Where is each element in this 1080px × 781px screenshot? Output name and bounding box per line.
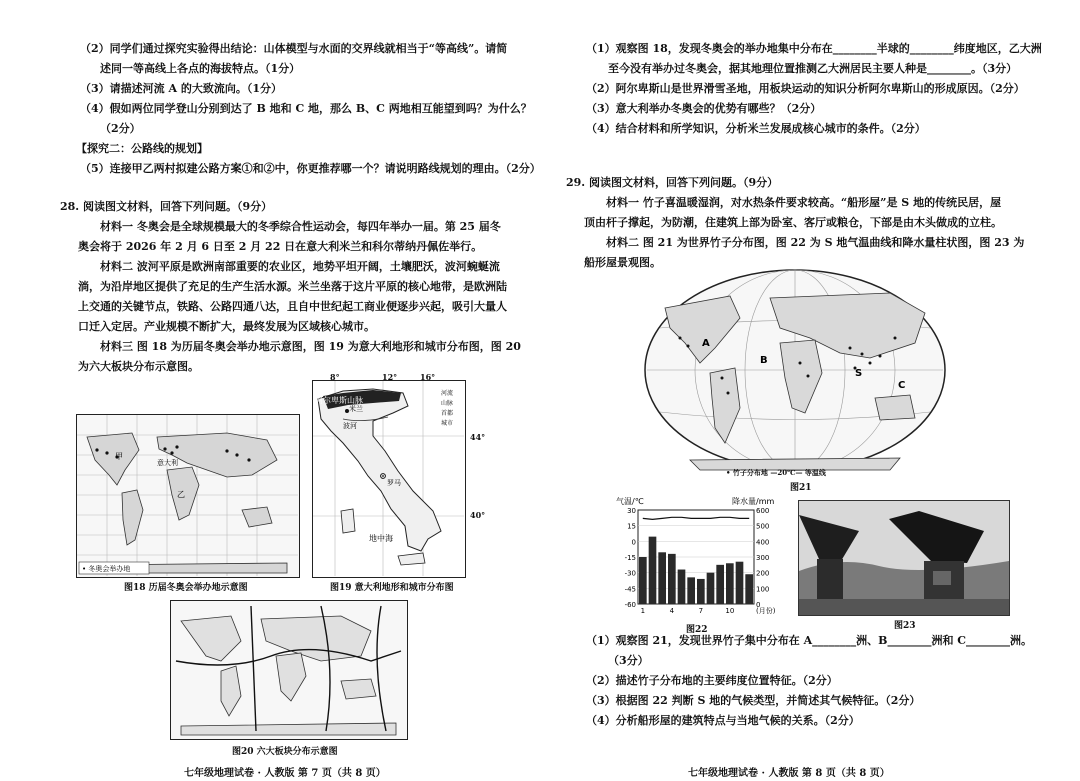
- month-tick-label: 7: [698, 607, 704, 615]
- q28-material2-line3: 上交通的关键节点，铁路、公路四通八达，且自中世纪起工商业便逐步兴起，吸引大量人: [78, 300, 507, 313]
- month-tick-label: 4: [669, 607, 675, 615]
- precipitation-bar: [736, 562, 744, 604]
- figure-21-caption: 图21: [790, 483, 812, 493]
- temperature-tick-label: -45: [624, 585, 636, 594]
- left-footer: 七年级地理试卷 · 人教版 第 7 页（共 8 页）: [184, 768, 386, 779]
- precipitation-tick-label: 0: [756, 601, 761, 609]
- q28-sub1-line2: 至今没有举办过冬奥会，据其地理位置推测乙大洲居民主要人种是________。（3分）: [608, 62, 1018, 75]
- precipitation-bar: [707, 573, 715, 604]
- precipitation-tick-label: 400: [756, 538, 770, 547]
- fig18-label-italy: 意大利: [157, 459, 178, 467]
- fig19-legend-capital: 首都: [441, 410, 454, 417]
- right-page: [540, 0, 1080, 781]
- q29-material2-line1: 材料二 图 21 为世界竹子分布图，图 22 为 S 地气温曲线和降水量柱状图，图 23 为: [606, 236, 1025, 249]
- q28-sub3: （3）意大利举办冬奥会的优势有哪些？（2分）: [586, 102, 822, 115]
- precipitation-bar: [668, 554, 676, 604]
- q28-heading: 28. 阅读图文材料，回答下列问题。（9分）: [60, 200, 273, 213]
- q28-material3-line1: 材料三 图 18 为历届冬奥会举办地示意图，图 19 为意大利地形和城市分布图，图 20: [100, 340, 521, 353]
- q28-material2-line2: 淌，为沿岸地区提供了充足的生产生活水源。米兰坐落于这片平原的核心地带，是欧洲陆: [78, 280, 507, 293]
- q27-sub2-line2: 述同一等高线上各点的海拔特点。（1分）: [100, 62, 301, 75]
- q29-material1-line2: 顶由杆子撑起，为防潮，住建筑上部为卧室、客厅或粮仓，下部是由木头做成的立柱。: [584, 216, 1002, 229]
- figure-18-map: [76, 414, 300, 578]
- precipitation-bar: [687, 577, 695, 604]
- precipitation-tick-label: 500: [756, 522, 770, 531]
- q27-sub5: （5）连接甲乙两村拟建公路方案①和②中，你更推荐哪一个？请说明路线规划的理由。（2分）: [80, 162, 541, 175]
- q28-sub2: （2）阿尔卑斯山是世界滑雪圣地，用板块运动的知识分析阿尔卑斯山的形成原因。（2分）: [586, 82, 1025, 95]
- figure-19-map: [312, 380, 466, 578]
- fig22-right-axis-title: 降水量/mm: [732, 497, 775, 506]
- fig19-label-milan: 米兰: [349, 405, 363, 413]
- figure-22-caption: 图22: [686, 625, 708, 635]
- precipitation-tick-label: 200: [756, 569, 770, 578]
- fig18-label-yi: 乙: [177, 490, 185, 499]
- q29-heading: 29. 阅读图文材料，回答下列问题。（9分）: [566, 176, 779, 189]
- figure-20-caption: 图20 六大板块分布示意图: [232, 747, 338, 757]
- precipitation-tick-label: 600: [756, 507, 770, 515]
- q29-material1-line1: 材料一 竹子喜温暖湿润，对水热条件要求较高。“船形屋”是 S 地的传统民居，屋: [606, 196, 1002, 209]
- fig22-left-axis-title: 气温/℃: [616, 497, 644, 506]
- fig21-label-b: B: [760, 355, 768, 366]
- temperature-tick-label: -30: [624, 569, 636, 578]
- temperature-tick-label: 30: [627, 507, 636, 515]
- fig19-lat-44-label: 44°: [470, 432, 486, 442]
- q28-material2-line1: 材料二 波河平原是欧洲南部重要的农业区，地势平坦开阔，土壤肥沃，波河蜿蜒流: [100, 260, 500, 273]
- precipitation-bar: [658, 552, 666, 604]
- q27-sub3: （3）请描述河流 A 的大致流向。（1分）: [80, 82, 283, 95]
- figure-23-photo: [798, 500, 1010, 616]
- fig19-label-alps: 阿尔卑斯山脉: [315, 396, 363, 405]
- q28-material3-line2: 为六大板块分布示意图。: [78, 360, 199, 373]
- q28-material2-line4: 口迁入定居。产业规模不断扩大，最终发展为区域核心城市。: [78, 320, 375, 333]
- q29-material2-line2: 船形屋景观图。: [584, 256, 661, 269]
- figure-23-caption: 图23: [894, 621, 916, 631]
- precipitation-bar: [697, 579, 705, 604]
- fig19-legend-river: 河流: [441, 390, 454, 397]
- precipitation-bar: [639, 557, 647, 604]
- month-tick-label: 1: [640, 607, 646, 615]
- q29-sub3: （3）根据图 22 判断 S 地的气候类型，并简述其气候特征。（2分）: [586, 694, 921, 707]
- q28-material1-line2: 奥会将于 2026 年 2 月 6 日至 2 月 22 日在意大利米兰和科尔蒂纳丹佩佐举行。: [78, 240, 483, 253]
- q27-sub4-line2: （2分）: [100, 122, 141, 135]
- temperature-tick-label: -15: [624, 554, 636, 562]
- q28-sub4: （4）结合材料和所学知识，分析米兰发展成核心城市的条件。（2分）: [586, 122, 926, 135]
- fig21-label-c: C: [898, 380, 906, 391]
- precipitation-bar: [678, 570, 686, 604]
- figure-22-chart: [614, 496, 784, 622]
- fig19-legend-mountain: 山脉: [441, 400, 454, 407]
- figure-21-map: [640, 268, 950, 480]
- q28-material1-line1: 材料一 冬奥会是全球规模最大的冬季综合性运动会，每四年举办一届。第 25 届冬: [100, 220, 501, 233]
- fig19-legend-city: 城市: [441, 420, 454, 427]
- q27-sub2-line1: （2）同学们通过探究实验得出结论：山体模型与水面的交界线就相当于“等高线”。请简: [80, 42, 508, 55]
- fig19-label-med: 地中海: [369, 534, 393, 543]
- figure-18-caption: 图18 历届冬奥会举办地示意图: [124, 583, 248, 593]
- fig18-label-jia: 甲: [115, 452, 123, 461]
- fig21-label-s: S: [855, 368, 863, 379]
- precipitation-bar: [745, 574, 753, 604]
- precipitation-tick-label: 300: [756, 554, 770, 562]
- q28-sub1-line1: （1）观察图 18，发现冬奥会的举办地集中分布在________半球的________纬度地区，乙大洲: [586, 42, 1042, 55]
- temperature-tick-label: 15: [627, 522, 636, 531]
- q29-sub1-line2: （3分）: [608, 654, 649, 667]
- figure-21-legend: • 竹子分布地 —20℃— 等温线: [726, 468, 826, 477]
- temperature-tick-label: 0: [631, 538, 636, 547]
- figure-20-map: [170, 600, 408, 740]
- precipitation-tick-label: 100: [756, 585, 770, 594]
- fig19-label-po: 波河: [343, 422, 357, 430]
- precipitation-bar: [726, 563, 734, 604]
- figure-19-caption: 图19 意大利地形和城市分布图: [330, 583, 454, 593]
- fig19-lon-16-label: 16°: [420, 372, 436, 382]
- q29-sub4: （4）分析船形屋的建筑特点与当地气候的关系。（2分）: [586, 714, 860, 727]
- q29-sub1-line1: （1）观察图 21，发现世界竹子集中分布在 A________洲、B________洲和 C________洲。: [586, 634, 1033, 647]
- fig21-label-a: A: [702, 338, 710, 349]
- explore-heading: 【探究二：公路线的规划】: [76, 142, 208, 155]
- fig19-label-rome: 罗马: [387, 479, 401, 487]
- fig19-lon-12-label: 12°: [382, 372, 398, 382]
- precipitation-bar: [649, 537, 657, 604]
- temperature-tick-label: -60: [624, 601, 636, 609]
- month-tick-label: 10: [725, 607, 735, 615]
- precipitation-bar: [716, 565, 724, 604]
- fig19-lat-40-label: 40°: [470, 510, 486, 520]
- fig18-legend: • 冬奥会举办地: [82, 565, 131, 573]
- month-axis-unit: (月份): [756, 607, 776, 615]
- q29-sub2: （2）描述竹子分布地的主要纬度位置特征。（2分）: [586, 674, 838, 687]
- right-footer: 七年级地理试卷 · 人教版 第 8 页（共 8 页）: [688, 768, 890, 779]
- q27-sub4-line1: （4）假如两位同学登山分别到达了 B 地和 C 地，那么 B、C 两地相互能望到吗？为什么？: [80, 102, 532, 115]
- fig19-lon-8-label: 8°: [330, 372, 340, 382]
